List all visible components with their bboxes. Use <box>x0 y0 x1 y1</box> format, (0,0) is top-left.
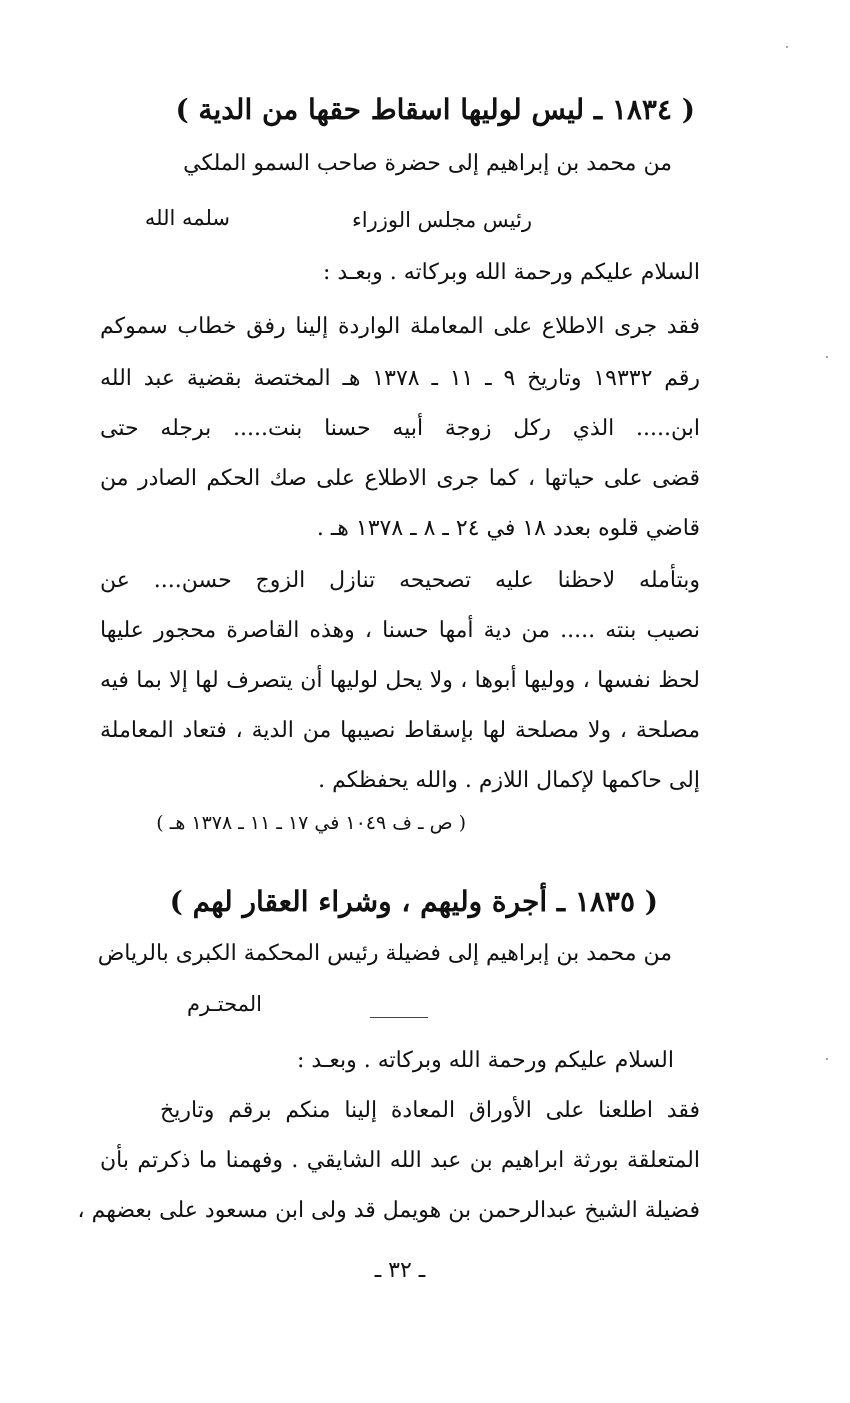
section-1834-body-line: ابن..... الذي ركل زوجة أبيه حسنا بنت..... برجله حتى <box>100 416 700 441</box>
section-1835-from-line: من محمد بن إبراهيم إلى فضيلة رئيس المحكمة الكبرى بالرياض <box>97 941 672 966</box>
section-1835-honorific: المحتـرم <box>186 992 262 1016</box>
section-1834-body-line: مصلحة ، ولا مصلحة لها بإسقاط نصيبها من الدية ، فتعاد المعاملة <box>100 718 700 743</box>
section-1835-body-line: فقد اطلعنا على الأوراق المعادة إلينا منكم برقم وتاريخ <box>160 1098 700 1123</box>
section-1834-body-line: فقد جرى الاطلاع على المعاملة الواردة إلينا رفق خطاب سموكم <box>100 314 700 339</box>
section-1834-body-line: قضى على حياتها ، كما جرى الاطلاع على صك الحكم الصادر من <box>100 466 700 491</box>
section-1835-greeting: السلام عليكم ورحمة الله وبركاته . وبعـد : <box>297 1048 674 1073</box>
section-1834-body-line: إلى حاكمها لإكمال اللازم . والله يحفظكم . <box>318 768 700 793</box>
scan-speck <box>826 1058 828 1060</box>
section-1834-greeting: السلام عليكم ورحمة الله وبركاته . وبعـد : <box>323 260 700 285</box>
page-number: ـ ٣٢ ـ <box>374 1258 426 1283</box>
separator-rule <box>370 1017 428 1018</box>
section-1834-body-line: قاضي قلوه بعدد ١٨ في ٢٤ ـ ٨ ـ ١٣٧٨ هـ . <box>316 516 700 541</box>
section-1834-addressee: رئيس مجلس الوزراء <box>351 208 532 232</box>
section-1835-body-line: فضيلة الشيخ عبدالرحمن بن هويمل قد ولى ابن مسعود على بعضهم ، <box>77 1198 700 1223</box>
section-1835-body-line: المتعلقة بورثة ابراهيم بن عبد الله الشايقي . وفهمنا ما ذكرتم بأن <box>100 1148 700 1173</box>
section-1834-reference: ( ص ـ ف ١٠٤٩ في ١٧ ـ ١١ ـ ١٣٧٨ هـ ) <box>156 812 466 834</box>
section-1834-heading: ( ١٨٣٤ ـ ليس لوليها اسقاط حقها من الدية ) <box>175 93 695 126</box>
section-1834-body-line: وبتأمله لاحظنا عليه تصحيحه تنازل الزوج حسن.... عن <box>100 568 700 593</box>
section-1834-from-line: من محمد بن إبراهيم إلى حضرة صاحب السمو الملكي <box>183 151 672 176</box>
scan-speck <box>786 46 788 48</box>
section-1835-heading: ( ١٨٣٥ ـ أجرة وليهم ، وشراء العقار لهم ) <box>169 885 658 918</box>
section-1834-body-line: رقم ١٩٣٣٢ وتاريخ ٩ ـ ١١ ـ ١٣٧٨ هـ المختصة بقضية عبد الله <box>100 366 701 391</box>
section-1834-salutation: سلمه الله <box>144 206 230 230</box>
scan-speck <box>826 356 828 358</box>
section-1834-body-line: نصيب بنته ..... من دية أمها حسنا ، وهذه القاصرة محجور عليها <box>100 618 700 643</box>
section-1834-body-line: لحظ نفسها ، ووليها أبوها ، ولا يحل لوليها أن يتصرف لها إلا بما فيه <box>100 668 700 693</box>
